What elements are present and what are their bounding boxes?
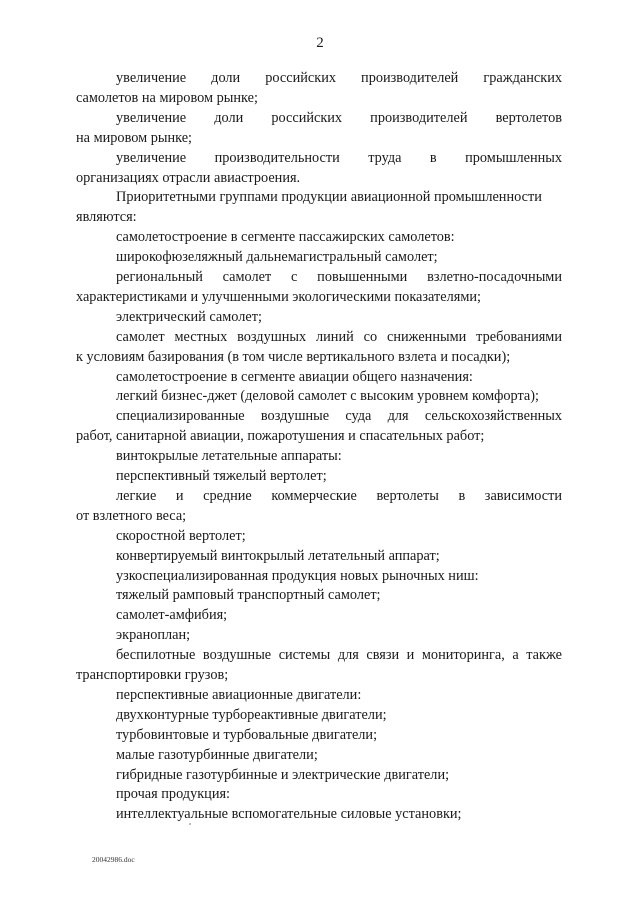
text-line: самолет-амфибия; (116, 607, 228, 624)
text-line: двухконтурные турбореактивные двигатели; (116, 706, 387, 723)
text-line: на мировом рынке; (76, 129, 193, 146)
text-line: малые газотурбинные двигатели; (116, 746, 318, 763)
text-line: самолетостроение в сегменте пассажирских самолетов: (116, 229, 455, 246)
text-line: легкий бизнес-джет (деловой самолет с высоким уровнем комфорта); (116, 388, 540, 405)
text-line: широкофюзеляжный дальнемагистральный самолет; (116, 249, 438, 266)
text-line: гибридные газотурбинные и электрические двигатели; (116, 766, 450, 783)
text-line: экраноплан; (116, 627, 191, 644)
text-line: электрический самолет; (116, 308, 262, 325)
text-line: интеллектуальные вспомогательные силовые установки; (116, 806, 462, 823)
text-line: самолетостроение в сегменте авиации общего назначения: (116, 368, 473, 385)
text-line: региональный самолет с повышенными взлетно-посадочными (116, 269, 562, 285)
text-line: самолет местных воздушных линий со сниженными требованиями (116, 328, 562, 345)
text-line: прочая продукция: (116, 786, 231, 803)
scan-speck (189, 823, 191, 825)
text-line: специализированные воздушные суда для сельскохозяйственных (116, 408, 562, 425)
text-line: самолетов на мировом рынке; (76, 89, 258, 106)
text-line: к условиям базирования (в том числе вертикального взлета и посадки); (76, 348, 511, 365)
text-line: беспилотные воздушные системы для связи и мониторинга, а также (116, 647, 562, 664)
text-line: конвертируемый винтокрылый летательный аппарат; (116, 547, 440, 564)
text-line: перспективные авиационные двигатели: (116, 686, 362, 703)
text-line: легкие и средние коммерческие вертолеты в зависимости (116, 487, 562, 504)
text-line: увеличение доли российских производителей гражданских (116, 70, 562, 86)
page-number: 2 (316, 35, 324, 51)
text-line: характеристиками и улучшенными экологическими показателями; (76, 288, 481, 305)
text-line: Приоритетными группами продукции авиационной промышленности (116, 189, 542, 206)
text-line: узкоспециализированная продукция новых рыночных ниш: (116, 567, 479, 584)
text-line: увеличение производительности труда в промышленных (116, 149, 562, 166)
text-line: увеличение доли российских производителей вертолетов (116, 109, 562, 126)
text-line: организациях отрасли авиастроения. (76, 169, 301, 186)
text-line: тяжелый рамповый транспортный самолет; (116, 587, 381, 604)
text-line: скоростной вертолет; (116, 527, 246, 544)
text-line: винтокрылые летательные аппараты: (116, 448, 342, 465)
text-line: турбовинтовые и турбовальные двигатели; (116, 726, 378, 743)
text-line: транспортировки грузов; (76, 667, 229, 683)
text-line: перспективный тяжелый вертолет; (116, 468, 327, 484)
text-line: являются: (76, 209, 137, 226)
text-line: работ, санитарной авиации, пожаротушения и спасательных работ; (76, 428, 485, 445)
document-code: 20042986.doc (92, 855, 135, 864)
text-line: от взлетного веса; (76, 507, 187, 524)
